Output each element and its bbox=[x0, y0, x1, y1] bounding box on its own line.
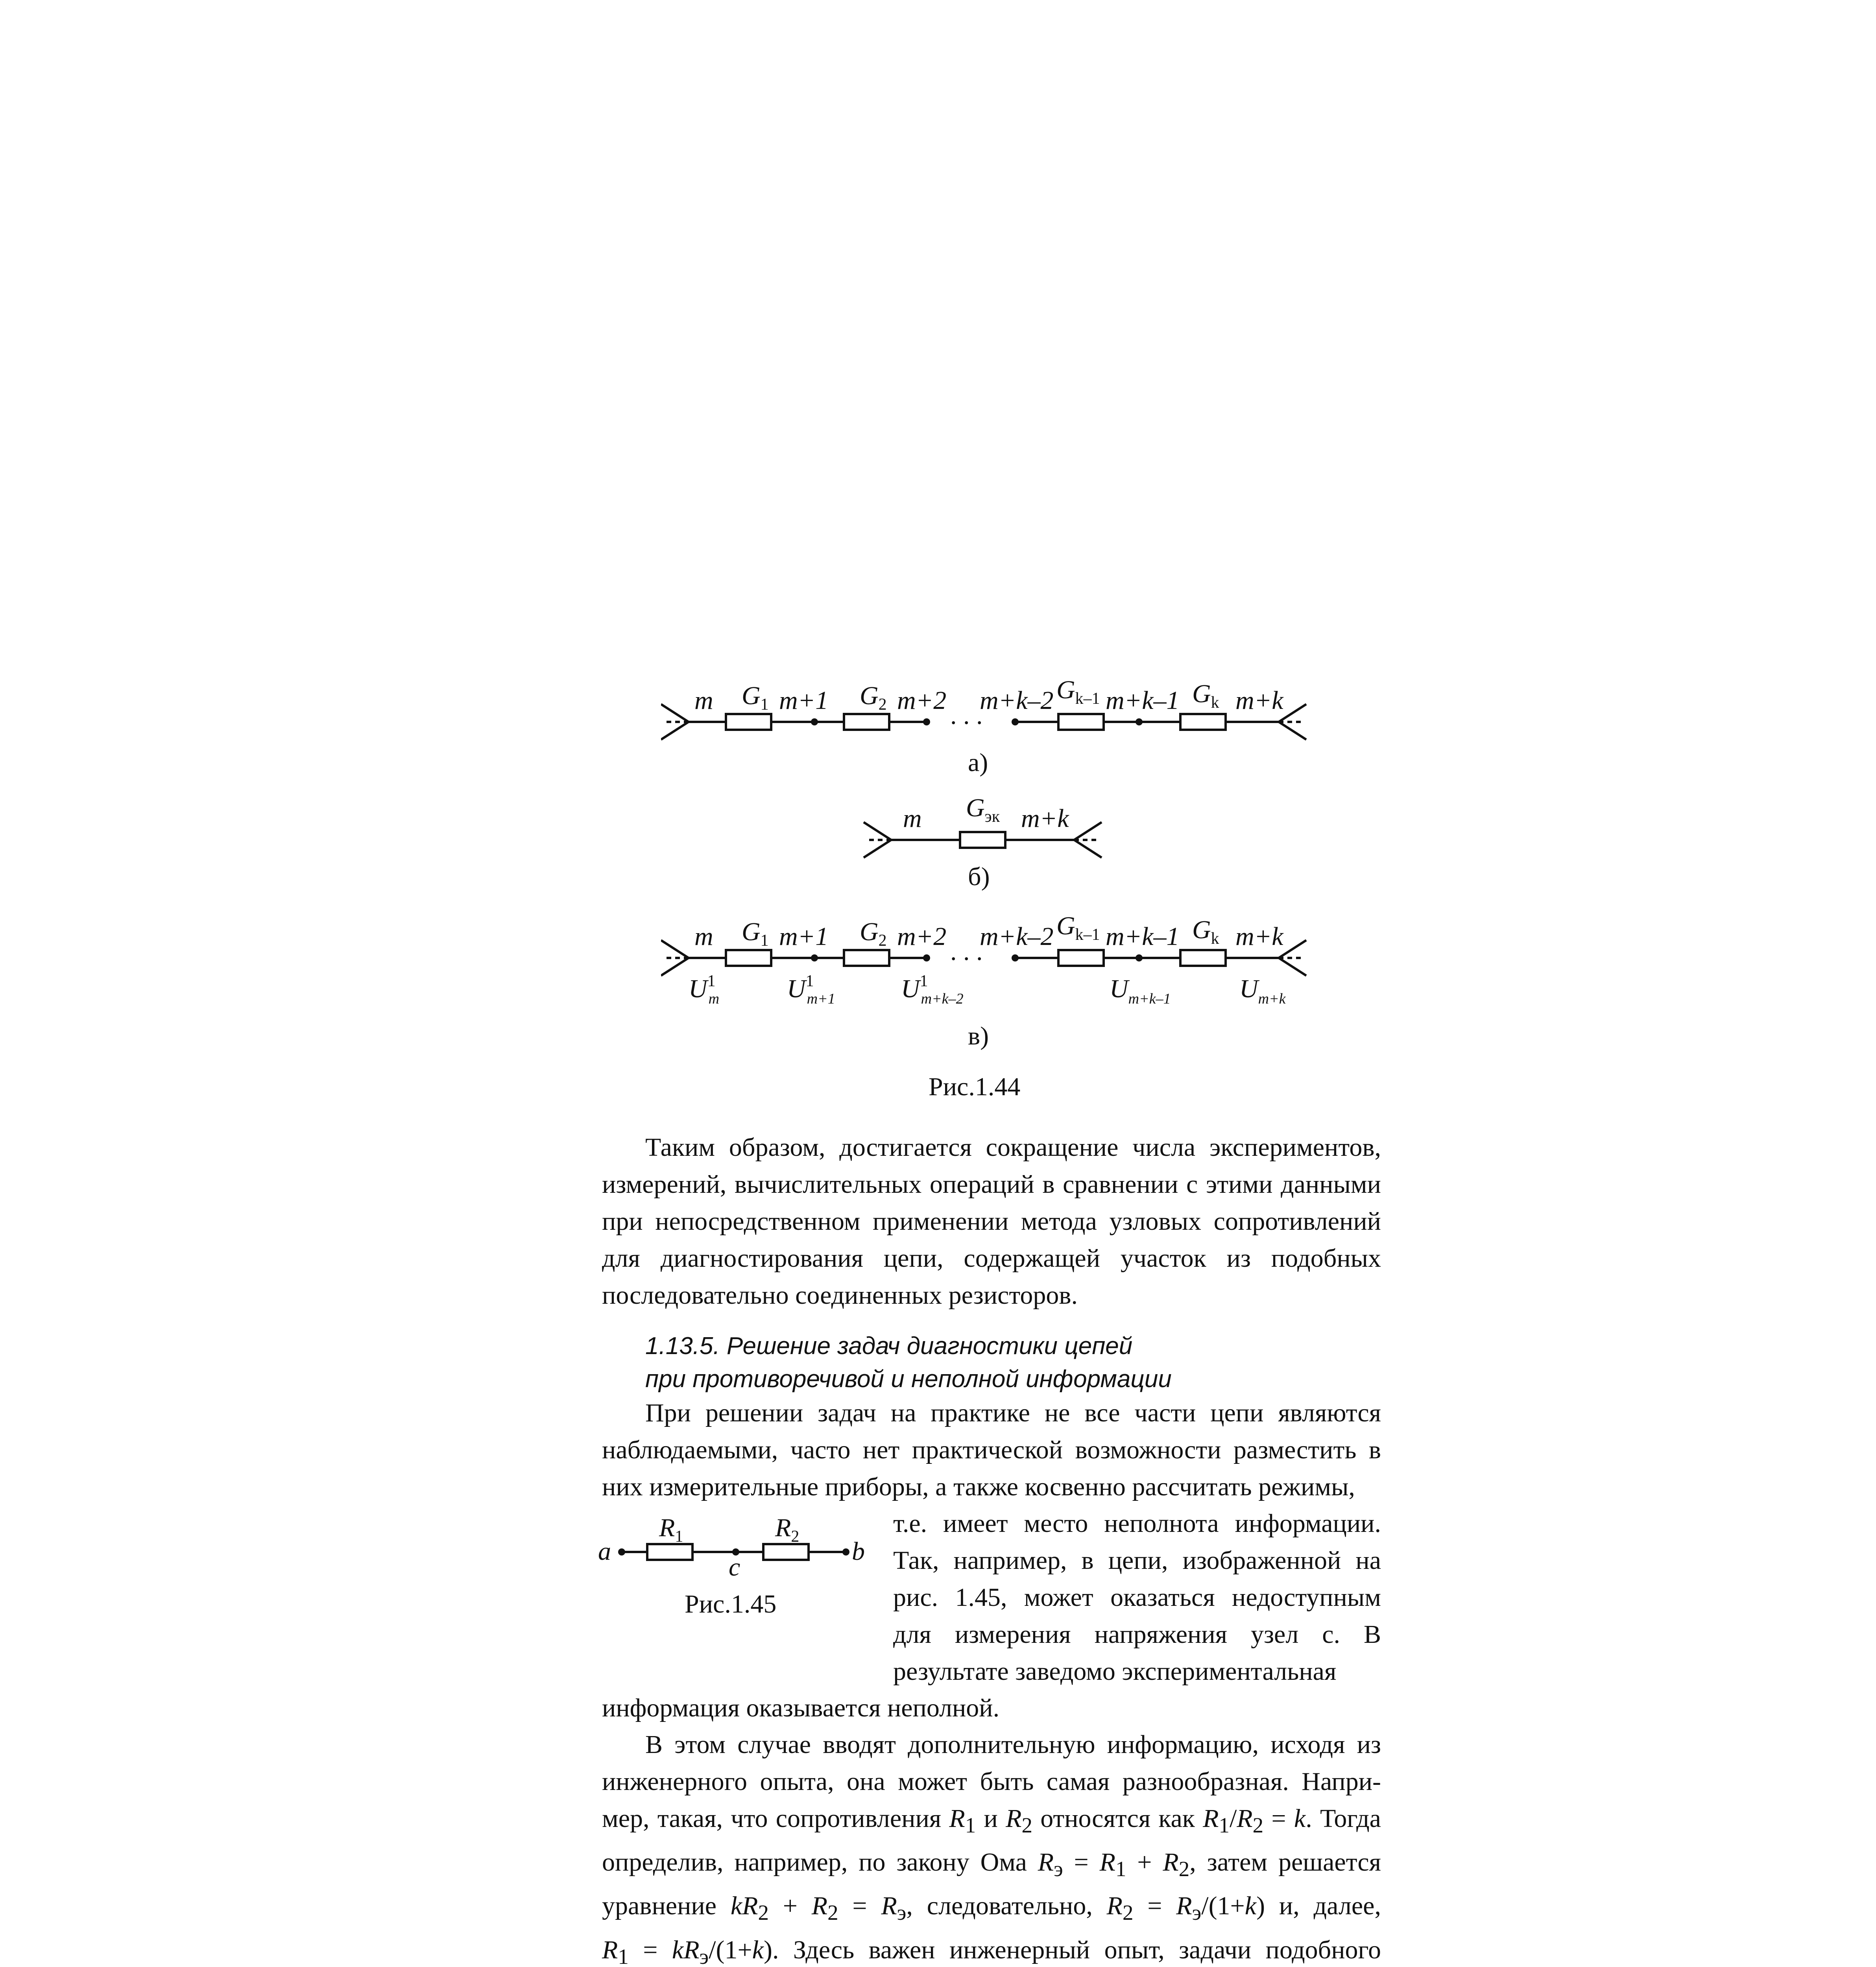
text-line: определив, например, по закону Ома $R_э = R_1 + R_2$, затем решается bbox=[602, 1848, 1381, 1881]
node-dot bbox=[923, 954, 930, 961]
node-label: m+k–2 bbox=[980, 686, 1054, 715]
voltage-label: $U^1$ m+k–2 bbox=[901, 972, 964, 1007]
panel-label: а) bbox=[968, 748, 988, 777]
resistor-label: $R_1$ bbox=[659, 1513, 683, 1546]
text-line: $R_1 = kR_э/(1+k)$. Здесь важен инженерный опыт, задачи подобного bbox=[602, 1935, 1381, 1967]
node-dot bbox=[1136, 954, 1143, 961]
node-label-b: b bbox=[852, 1537, 865, 1566]
panel-label: в) bbox=[968, 1022, 989, 1050]
element-label: $G_{эк}$ bbox=[966, 793, 1000, 826]
node-label: m+k–1 bbox=[1106, 686, 1180, 715]
voltage-label: $U_{m+k}$ bbox=[1239, 974, 1286, 1007]
element-label: $G_1$ bbox=[742, 917, 769, 950]
element-label: $G_{k-1}$ bbox=[1056, 912, 1100, 944]
figure-1-44 bbox=[661, 665, 1338, 1105]
node-label: m+1 bbox=[779, 922, 829, 951]
text-line: мер, такая, что сопротивления $R_1$ и $R_2$ относятся как $R_1/R_2 = k$. Тогда bbox=[602, 1804, 1381, 1838]
paragraph-body: т.е. имеет место неполнота информации. Так, например, в цепи, изображенной на рис. 1.45, может оказаться недоступным для измерения напряжения узел c. В результате заведомо экспериментальная bbox=[893, 1509, 1381, 1686]
node-label: m+k bbox=[1235, 922, 1283, 951]
paragraph-body: информация оказывается неполной. bbox=[602, 1694, 1000, 1722]
voltage-label: $U^1$ m bbox=[689, 972, 720, 1007]
text-line: В этом случае вводят дополнительную информацию, исходя из bbox=[645, 1730, 1381, 1759]
element-label: $G_k$ bbox=[1192, 679, 1219, 712]
node-label: m+k bbox=[1235, 686, 1283, 715]
figure-caption: Рис.1.44 bbox=[929, 1072, 1021, 1101]
ellipsis: . . . bbox=[950, 937, 983, 966]
node-label: m bbox=[694, 686, 713, 715]
node-label: m+1 bbox=[779, 686, 829, 715]
node-dot bbox=[1012, 718, 1019, 725]
section-heading-line: при противоречивой и неполной информации bbox=[645, 1365, 1172, 1393]
node-dot bbox=[1136, 718, 1143, 725]
node-label: m+2 bbox=[897, 686, 947, 715]
section-heading bbox=[645, 1330, 1393, 1396]
node-label: m+2 bbox=[897, 922, 947, 951]
element-label: $G_k$ bbox=[1192, 915, 1219, 948]
node-label: m+k bbox=[1021, 804, 1069, 833]
paragraph-body bbox=[602, 1726, 1381, 1967]
paragraph-body: Таким образом, достигается сокращение числа экспериментов, измерений, вычислительных операций в сравнении с этими данными при непосредственном применении метода узловых сопротивлений для диагностирования цепи, содержащей участок из подобных последовательно соединенных резисторов. bbox=[602, 1133, 1381, 1310]
node-dot bbox=[811, 954, 818, 961]
element-label: $G_{k-1}$ bbox=[1056, 675, 1100, 708]
node-dot bbox=[923, 718, 930, 725]
voltage-label: $U^1$ m+1 bbox=[787, 972, 835, 1007]
node-label-a: a bbox=[598, 1537, 611, 1566]
node-label: m bbox=[694, 922, 713, 951]
element-label: $G_2$ bbox=[860, 917, 887, 950]
voltage-label: $U_{m+k-1}$ bbox=[1110, 974, 1171, 1007]
node-label-c: c bbox=[729, 1553, 740, 1581]
element-label: $G_2$ bbox=[860, 681, 887, 714]
panel-label: б) bbox=[968, 862, 990, 891]
node-label: m+k–1 bbox=[1106, 922, 1180, 951]
figure-caption: Рис.1.45 bbox=[685, 1590, 777, 1618]
node-label: m bbox=[903, 804, 922, 833]
node-dot bbox=[842, 1548, 849, 1556]
node-label: m+k–2 bbox=[980, 922, 1054, 951]
node-dot bbox=[811, 718, 818, 725]
element-label: $G_1$ bbox=[742, 681, 769, 714]
node-dot bbox=[618, 1548, 625, 1556]
section-heading-line: 1.13.5. Решение задач диагностики цепей bbox=[645, 1332, 1133, 1360]
text-line: инженерного опыта, она может быть самая разнообразная. Напри- bbox=[602, 1767, 1381, 1796]
paragraph-body: При решении задач на практике не все части цепи являются наблюдаемыми, часто нет практической возможности разместить в них измерительные приборы, а также косвенно рассчитать режимы, bbox=[602, 1399, 1381, 1501]
ellipsis: . . . bbox=[950, 701, 983, 730]
resistor-label: $R_2$ bbox=[775, 1513, 800, 1546]
text-line: уравнение $kR_2 + R_2 = R_э$, следовательно, $R_2 = R_э/(1+k)$ и, далее, bbox=[602, 1891, 1381, 1925]
node-dot bbox=[1012, 954, 1019, 961]
